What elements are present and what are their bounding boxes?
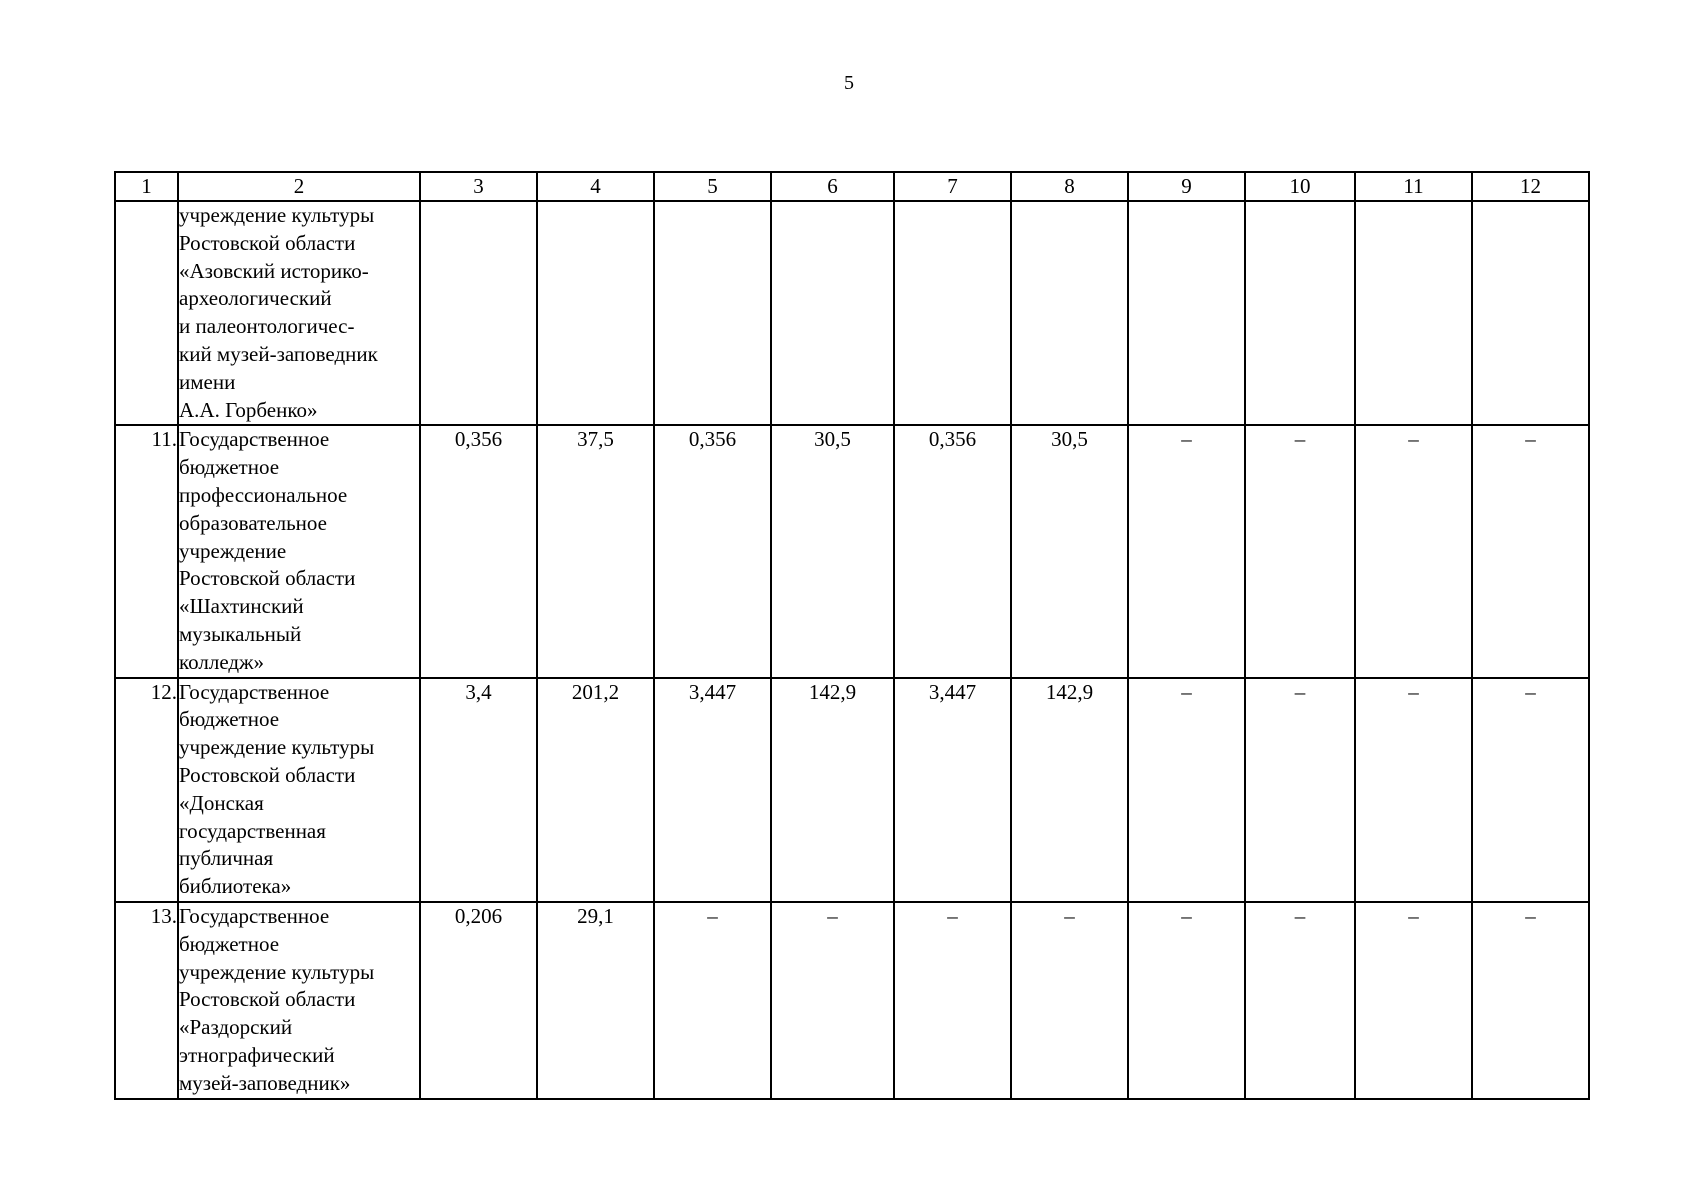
value-cell: – (771, 902, 894, 1099)
table-row (115, 425, 1589, 677)
value-cell (1128, 201, 1245, 425)
value-cell (771, 201, 894, 425)
row-number (115, 201, 178, 425)
value-cell: 3,4 (420, 678, 537, 902)
name-line: образовательное (179, 510, 327, 535)
name-line: «Донская (179, 790, 264, 815)
value-cell (420, 201, 537, 425)
column-header: 2 (178, 172, 420, 201)
column-header: 9 (1128, 172, 1245, 201)
name-line: Государственное (179, 903, 330, 928)
value-cell: – (1472, 425, 1589, 677)
value-cell: – (1128, 902, 1245, 1099)
name-line: Государственное (179, 679, 330, 704)
organization-name (178, 902, 420, 1099)
name-line: кий музей-заповедник (179, 341, 378, 366)
value-cell: 3,447 (654, 678, 771, 902)
value-cell: 0,356 (420, 425, 537, 677)
page-number: 5 (844, 72, 854, 94)
name-line: бюджетное (179, 931, 280, 956)
value-cell: – (1355, 902, 1472, 1099)
name-line: А.А. Горбенко» (179, 397, 318, 422)
name-line: публичная (179, 846, 274, 871)
name-line: «Раздорский (179, 1015, 293, 1040)
name-line: Ростовской области (179, 566, 356, 591)
value-cell: 29,1 (537, 902, 654, 1099)
value-cell: 142,9 (771, 678, 894, 902)
row-number: 12. (115, 678, 178, 902)
data-table (114, 171, 1590, 1100)
value-cell (537, 201, 654, 425)
column-header: 12 (1472, 172, 1589, 201)
column-header: 5 (654, 172, 771, 201)
name-line: археологический (179, 286, 332, 311)
name-line: библиотека» (179, 874, 292, 899)
name-line: Ростовской области (179, 987, 356, 1012)
column-header: 7 (894, 172, 1011, 201)
name-line: «Шахтинский (179, 594, 304, 619)
value-cell: 0,356 (894, 425, 1011, 677)
organization-name (178, 425, 420, 677)
value-cell (1245, 201, 1355, 425)
value-cell: – (1355, 678, 1472, 902)
row-number: 11. (115, 425, 178, 677)
column-header: 11 (1355, 172, 1472, 201)
value-cell: – (1128, 678, 1245, 902)
name-line: Государственное (179, 427, 330, 452)
name-line: и палеонтологичес- (179, 314, 355, 339)
name-line: учреждение культуры (179, 959, 375, 984)
organization-name (178, 678, 420, 902)
value-cell: 142,9 (1011, 678, 1128, 902)
value-cell (1472, 201, 1589, 425)
name-line: профессиональное (179, 482, 348, 507)
column-header: 10 (1245, 172, 1355, 201)
name-line: Ростовской области (179, 230, 356, 255)
name-line: «Азовский историко- (179, 258, 369, 283)
table-row (115, 678, 1589, 902)
value-cell: 37,5 (537, 425, 654, 677)
name-line: музей-заповедник» (179, 1070, 351, 1095)
name-line: колледж» (179, 649, 265, 674)
value-cell: – (1245, 678, 1355, 902)
name-line: бюджетное (179, 707, 280, 732)
name-line: бюджетное (179, 455, 280, 480)
value-cell: – (654, 902, 771, 1099)
value-cell (1355, 201, 1472, 425)
value-cell: – (1355, 425, 1472, 677)
value-cell: – (894, 902, 1011, 1099)
column-header: 6 (771, 172, 894, 201)
value-cell: – (1245, 425, 1355, 677)
column-header: 4 (537, 172, 654, 201)
name-line: учреждение культуры (179, 735, 375, 760)
value-cell: – (1472, 678, 1589, 902)
value-cell: – (1472, 902, 1589, 1099)
name-line: учреждение (179, 538, 287, 563)
name-line: музыкальный (179, 621, 302, 646)
value-cell: 3,447 (894, 678, 1011, 902)
value-cell: – (1245, 902, 1355, 1099)
value-cell (894, 201, 1011, 425)
row-number: 13. (115, 902, 178, 1099)
table-row (115, 902, 1589, 1099)
value-cell: 30,5 (1011, 425, 1128, 677)
value-cell: 201,2 (537, 678, 654, 902)
value-cell: – (1128, 425, 1245, 677)
column-header: 1 (115, 172, 178, 201)
name-line: этнографический (179, 1042, 335, 1067)
organization-name (178, 201, 420, 425)
value-cell (654, 201, 771, 425)
name-line: имени (179, 369, 236, 394)
value-cell: 0,206 (420, 902, 537, 1099)
name-line: государственная (179, 818, 326, 843)
table-row (115, 201, 1589, 425)
column-header: 8 (1011, 172, 1128, 201)
value-cell: – (1011, 902, 1128, 1099)
value-cell: 30,5 (771, 425, 894, 677)
header-row (115, 172, 1589, 201)
name-line: Ростовской области (179, 762, 356, 787)
value-cell: 0,356 (654, 425, 771, 677)
value-cell (1011, 201, 1128, 425)
name-line: учреждение культуры (179, 203, 375, 227)
column-header: 3 (420, 172, 537, 201)
